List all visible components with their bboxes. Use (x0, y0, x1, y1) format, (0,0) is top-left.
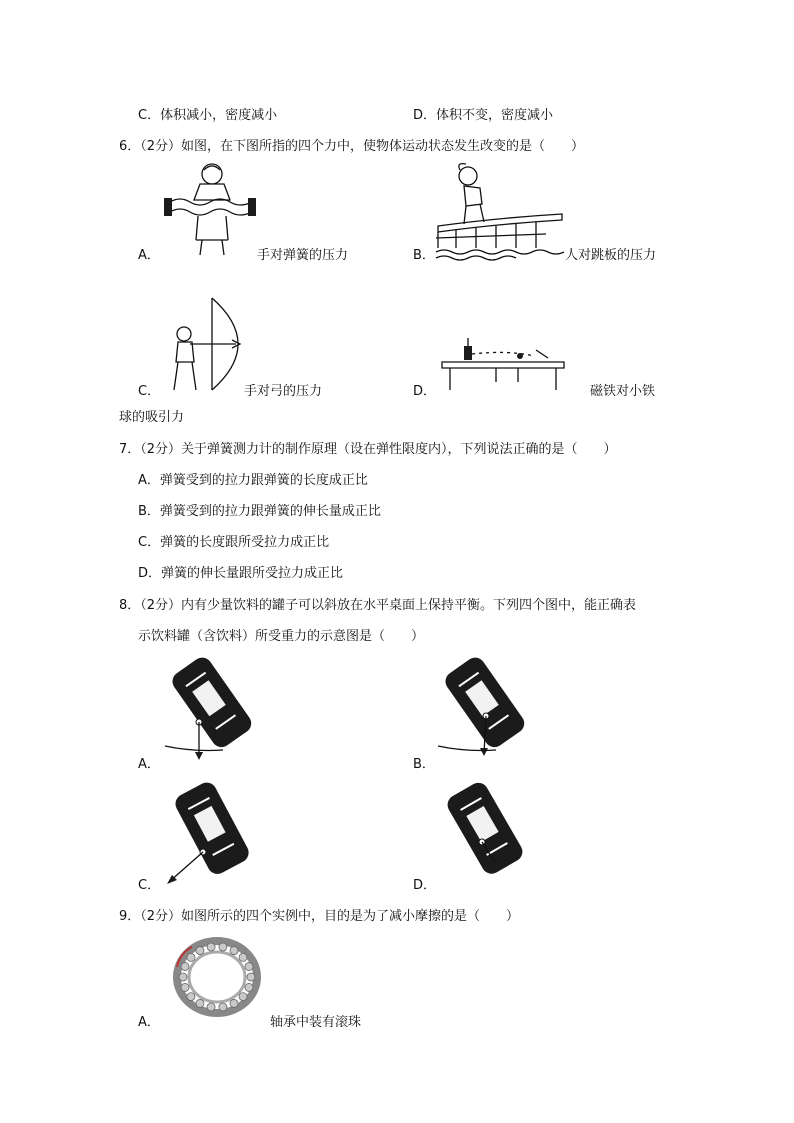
q7-option-c: C．弹簧的长度跟所受拉力成正比 (138, 535, 330, 550)
q6-option-a-letter: A． (138, 248, 160, 263)
q7-stem: 7．（2分）关于弹簧测力计的制作原理（设在弹性限度内），下列说法正确的是（ ） (119, 442, 617, 457)
q6-option-d-text: 磁铁对小铁 (590, 384, 656, 399)
bearing-ball (247, 973, 255, 981)
q6-option-b-letter: B． (413, 248, 435, 263)
q6-option-d-letter: D． (413, 384, 437, 399)
q6-option-c-text: 手对弓的压力 (244, 384, 323, 399)
q6-option-a-text: 手对弹簧的压力 (257, 248, 349, 263)
q8-stem-line2: 示饮料罐（含饮料）所受重力的示意图是（ ） (138, 629, 425, 644)
bearing-ball (245, 963, 253, 971)
bearing-ball (239, 953, 247, 961)
bearing-ball (207, 943, 215, 951)
bearing-ball (179, 973, 187, 981)
q8-d-figure-can (436, 782, 536, 886)
q8-option-a-letter: A． (138, 757, 160, 772)
bearing-ball (207, 1003, 215, 1011)
bearing-ball (181, 983, 189, 991)
q5-option-d: D．体积不变，密度减小 (413, 108, 554, 123)
q8-b-figure-can (436, 654, 536, 762)
q9-a-figure-ball-bearing (172, 937, 262, 1017)
q8-stem-line1: 8．（2分）内有少量饮料的罐子可以斜放在水平桌面上保持平衡。下列四个图中，能正确表 (119, 598, 637, 613)
q6-a-figure-man-spring (160, 160, 260, 256)
bearing-ball (196, 947, 204, 955)
q6-option-d-text-continued: 球的吸引力 (119, 410, 185, 425)
bearing-ball (219, 1003, 227, 1011)
bearing-ball (239, 993, 247, 1001)
q6-option-c-letter: C． (138, 384, 161, 399)
bearing-ball (181, 963, 189, 971)
q7-option-a: A．弹簧受到的拉力跟弹簧的长度成正比 (138, 473, 368, 488)
bearing-ball (187, 953, 195, 961)
q9-option-a-text: 轴承中装有滚珠 (270, 1015, 362, 1030)
q9-stem: 9．（2分）如图所示的四个实例中，目的是为了减小摩擦的是（ ） (119, 909, 520, 924)
bearing-ball (230, 947, 238, 955)
q9-option-a-letter: A． (138, 1015, 160, 1030)
q6-d-figure-magnet-table (438, 336, 568, 392)
bearing-ball (245, 983, 253, 991)
q8-a-figure-can (163, 654, 263, 762)
q6-b-figure-diving-board (436, 162, 564, 260)
q7-option-b: B．弹簧受到的拉力跟弹簧的伸长量成正比 (138, 504, 381, 519)
q8-option-b-letter: B． (413, 757, 435, 772)
bearing-ball (219, 943, 227, 951)
bearing-ball (196, 999, 204, 1007)
bearing-ball (230, 999, 238, 1007)
q8-option-c-letter: C． (138, 878, 161, 893)
q5-option-c: C．体积减小，密度减小 (138, 108, 278, 123)
q8-option-d-letter: D． (413, 878, 437, 893)
q6-stem: 6．（2分）如图，在下图所指的四个力中，使物体运动状态发生改变的是（ ） (119, 139, 585, 154)
q6-c-figure-archer-bow (164, 296, 244, 392)
q6-option-b-text: 人对跳板的压力 (565, 248, 657, 263)
bearing-ball (187, 993, 195, 1001)
q7-option-d: D．弹簧的伸长量跟所受拉力成正比 (138, 566, 344, 581)
q8-c-figure-can (163, 782, 263, 886)
